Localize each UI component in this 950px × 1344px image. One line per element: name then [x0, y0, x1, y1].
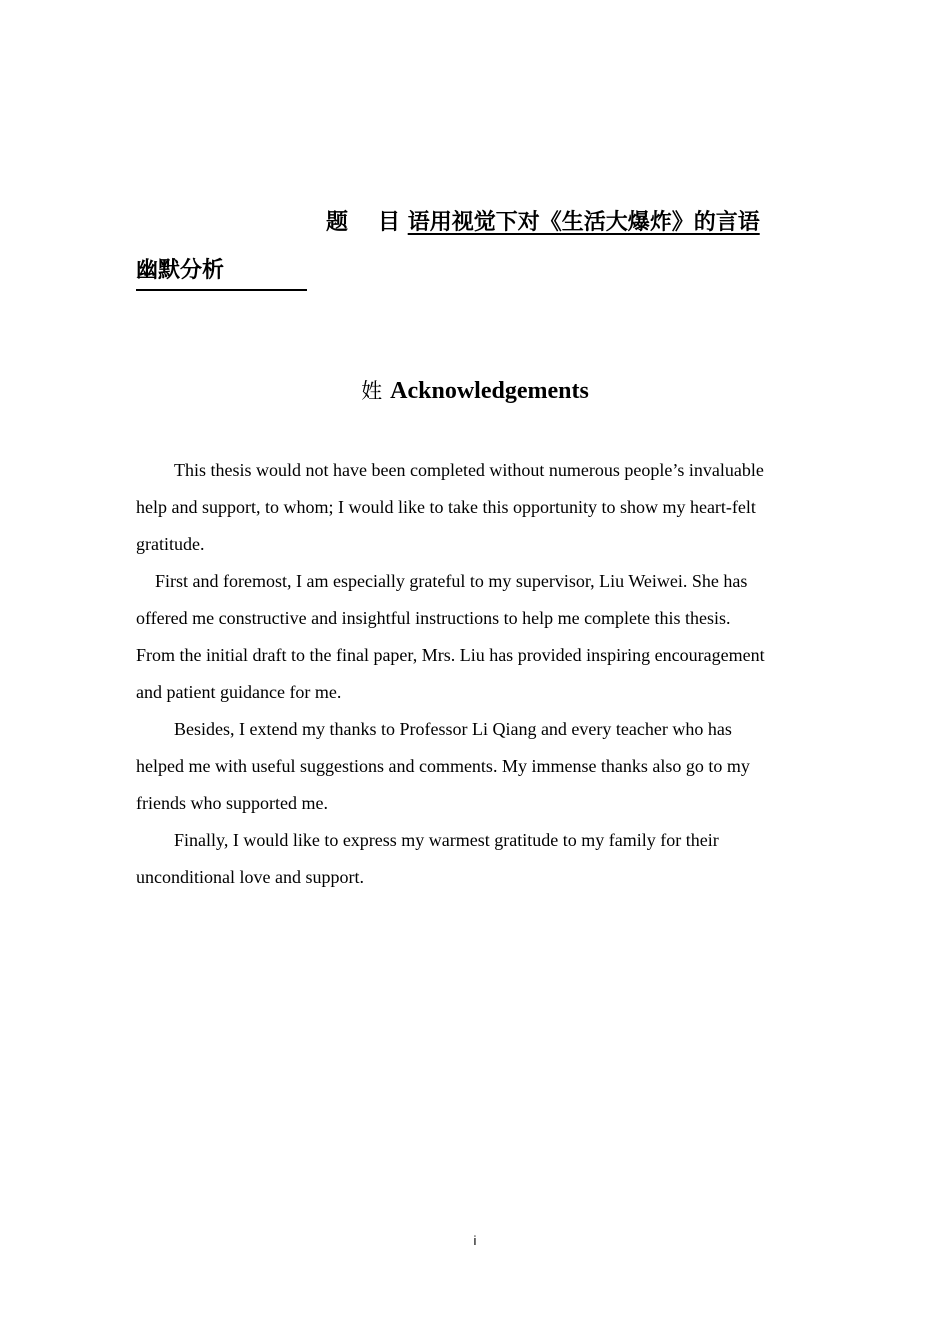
thesis-title-text-line-2: 幽默分析	[136, 253, 307, 291]
paragraph-4	[136, 822, 816, 896]
paragraph-line: helped me with useful suggestions and comments. My immense thanks also go to my	[136, 756, 750, 776]
thesis-title-line-1	[326, 205, 760, 241]
paragraph-1	[136, 452, 816, 563]
acknowledgements-body	[136, 452, 816, 896]
paragraph-line: This thesis would not have been completed without numerous people’s invaluable	[174, 460, 764, 480]
paragraph-line: gratitude.	[136, 534, 205, 554]
paragraph-line: From the initial draft to the final paper, Mrs. Liu has provided inspiring encouragement	[136, 645, 765, 665]
surname-label: 姓	[361, 379, 383, 403]
paragraph-line: Finally, I would like to express my warmest gratitude to my family for their	[174, 830, 719, 850]
acknowledgements-heading	[0, 373, 950, 409]
title-label	[326, 210, 400, 235]
paragraph-line: friends who supported me.	[136, 793, 328, 813]
paragraph-line: and patient guidance for me.	[136, 682, 342, 702]
page-number: i	[473, 1233, 477, 1248]
paragraph-2	[136, 563, 816, 711]
acknowledgements-title: Acknowledgements	[390, 378, 589, 404]
paragraph-line: offered me constructive and insightful instructions to help me complete this thesis.	[136, 608, 731, 628]
title-label-char-2: 目	[378, 210, 401, 235]
paragraph-line: help and support, to whom; I would like to take this opportunity to show my heart-felt	[136, 497, 756, 517]
paragraph-3	[136, 711, 816, 822]
thesis-title-line-2	[136, 253, 307, 291]
thesis-title-text-line-1: 语用视觉下对《生活大爆炸》的言语	[407, 210, 760, 235]
title-label-char-1: 题	[326, 210, 349, 235]
paragraph-line: Besides, I extend my thanks to Professor Li Qiang and every teacher who has	[174, 719, 732, 739]
paragraph-line: unconditional love and support.	[136, 867, 364, 887]
paragraph-line: First and foremost, I am especially grateful to my supervisor, Liu Weiwei. She has	[155, 571, 748, 591]
